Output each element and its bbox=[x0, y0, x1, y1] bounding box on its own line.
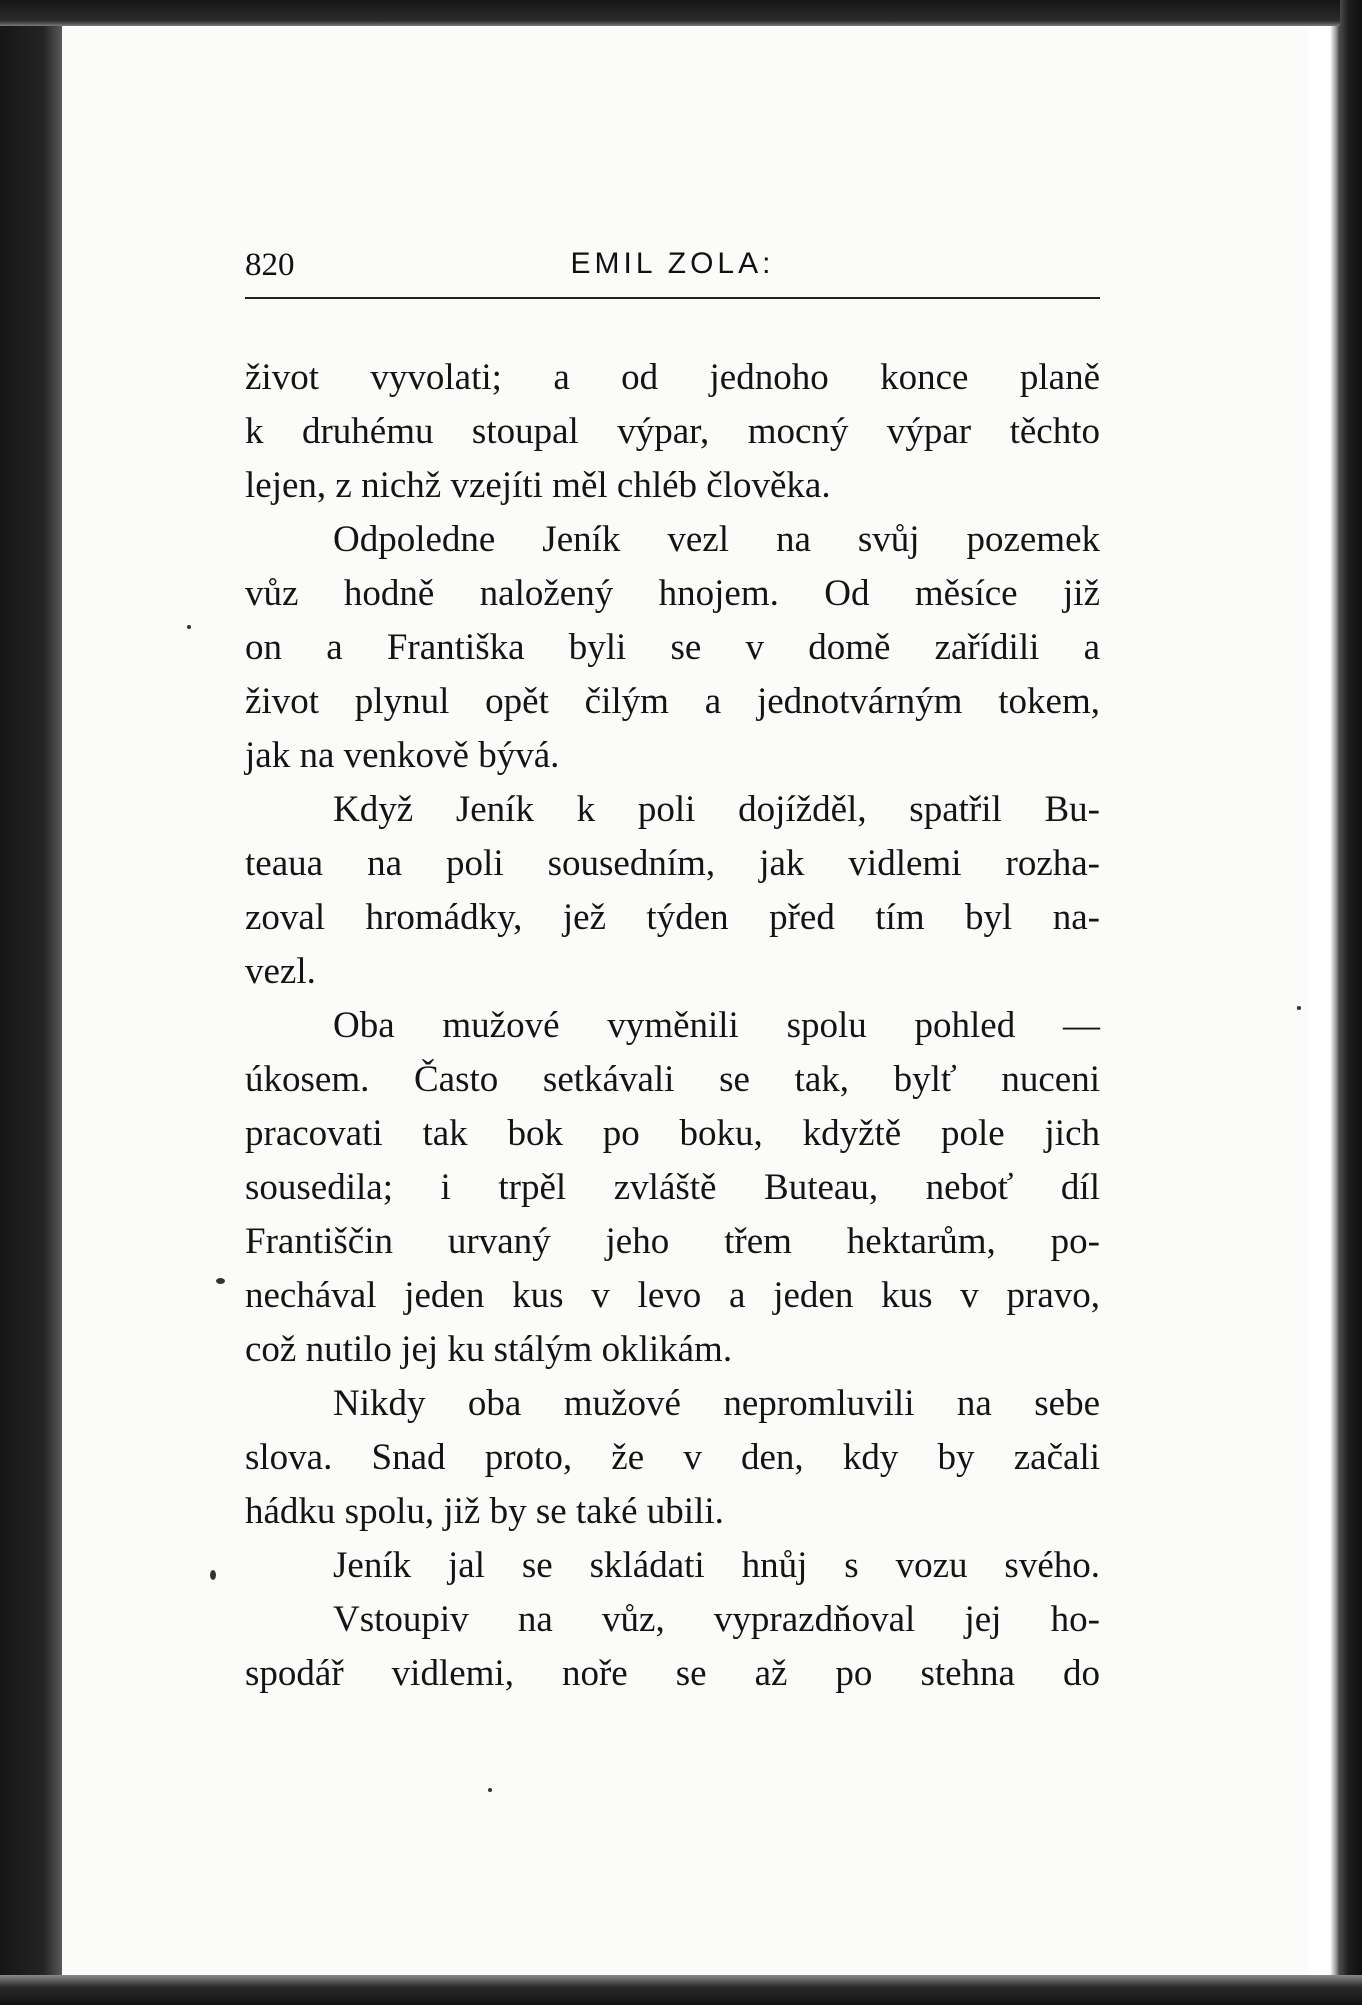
text-line: spodář vidlemi, noře se až po stehna do bbox=[245, 1653, 1100, 1694]
page-gutter-shadow bbox=[1330, 26, 1340, 1975]
text-line: vůz hodně naložený hnojem. Od měsíce již bbox=[245, 573, 1100, 614]
scan-speck bbox=[187, 625, 191, 629]
scan-speck bbox=[216, 1278, 225, 1284]
text-line: on a Františka byli se v domě zařídili a bbox=[245, 627, 1100, 668]
scan-border-bottom bbox=[0, 1975, 1362, 2005]
text-line: jak na venkově bývá. bbox=[245, 735, 560, 776]
scan-border-left bbox=[0, 0, 62, 2005]
text-line: nechával jeden kus v levo a jeden kus v pravo, bbox=[245, 1275, 1100, 1316]
page-number: 820 bbox=[245, 247, 295, 283]
text-line: Když Jeník k poli dojížděl, spatřil Bu- bbox=[333, 789, 1100, 830]
text-line: lejen, z nichž vzejíti měl chléb člověka. bbox=[245, 465, 831, 506]
scan-border-right bbox=[1340, 0, 1362, 2005]
running-header bbox=[245, 247, 1100, 289]
text-line: vezl. bbox=[245, 951, 316, 992]
text-line: Jeník jal se skládati hnůj s vozu svého. bbox=[333, 1545, 1100, 1586]
body-text bbox=[245, 351, 1100, 1701]
text-line: slova. Snad proto, že v den, kdy by začali bbox=[245, 1437, 1100, 1478]
text-line: úkosem. Často setkávali se tak, bylť nuceni bbox=[245, 1059, 1100, 1100]
text-line: Oba mužové vyměnili spolu pohled — bbox=[333, 1005, 1100, 1046]
text-line: život plynul opět čilým a jednotvárným tokem, bbox=[245, 681, 1100, 722]
text-line: Odpoledne Jeník vezl na svůj pozemek bbox=[333, 519, 1100, 560]
text-line: Vstoupiv na vůz, vyprazdňoval jej ho- bbox=[333, 1599, 1100, 1640]
text-line: zoval hromádky, jež týden před tím byl na- bbox=[245, 897, 1100, 938]
text-line: život vyvolati; a od jednoho konce planě bbox=[245, 357, 1100, 398]
header-rule bbox=[245, 297, 1100, 299]
scan-speck bbox=[210, 1570, 216, 1580]
text-line: což nutilo jej ku stálým oklikám. bbox=[245, 1329, 733, 1370]
text-line: k druhému stoupal výpar, mocný výpar těchto bbox=[245, 411, 1100, 452]
text-line: sousedila; i trpěl zvláště Buteau, neboť díl bbox=[245, 1167, 1100, 1208]
text-line: pracovati tak bok po boku, kdyžtě pole jich bbox=[245, 1113, 1100, 1154]
scan-border-top bbox=[0, 0, 1362, 26]
text-line: teaua na poli sousedním, jak vidlemi rozha- bbox=[245, 843, 1100, 884]
scan-speck bbox=[488, 1788, 492, 1792]
text-line: Nikdy oba mužové nepromluvili na sebe bbox=[333, 1383, 1100, 1424]
text-line: Františčin urvaný jeho třem hektarům, po- bbox=[245, 1221, 1100, 1262]
text-line: hádku spolu, již by se také ubili. bbox=[245, 1491, 724, 1532]
scan-speck bbox=[1297, 1006, 1301, 1010]
running-title: EMIL ZOLA: bbox=[570, 247, 775, 280]
